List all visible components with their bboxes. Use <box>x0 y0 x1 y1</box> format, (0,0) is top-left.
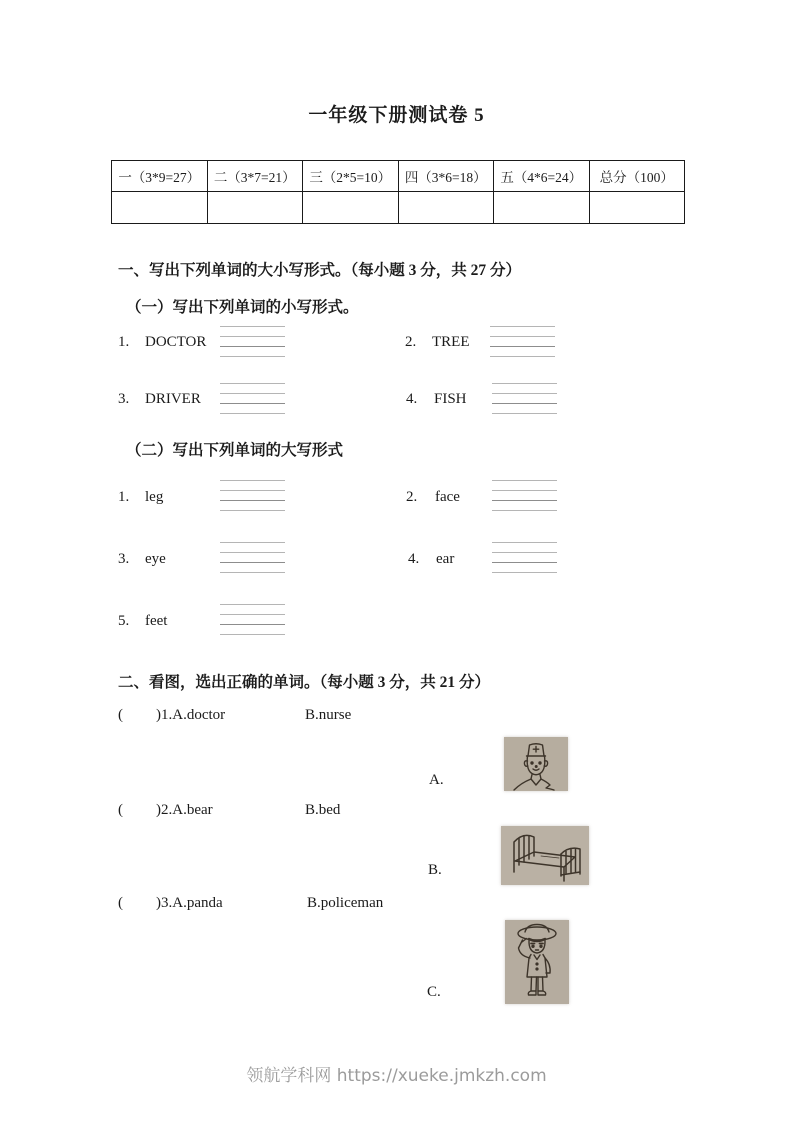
answer-paren-open: ( <box>118 895 123 911</box>
item-number: 2. <box>406 489 418 505</box>
score-value-cell-1 <box>112 192 208 224</box>
score-value-cell-3 <box>303 192 399 224</box>
item-word: eye <box>145 551 166 567</box>
answer-paren-open: ( <box>118 707 123 723</box>
part-a-heading: （一）写出下列单词的小写形式。 <box>126 299 359 316</box>
section-one-heading: 一、写出下列单词的大小写形式。（每小题 3 分，共 27 分） <box>118 262 522 279</box>
nurse-illustration <box>504 737 568 791</box>
site-footer: 领航学科网 https://xueke.jmkzh.com <box>246 1066 547 1086</box>
writing-lines <box>220 326 285 357</box>
choice-a-label: )2.A.bear <box>156 802 213 818</box>
item-number: 2. <box>405 334 417 350</box>
policeman-picture <box>505 920 569 1004</box>
item-number: 1. <box>118 334 130 350</box>
item-word: DRIVER <box>145 391 201 407</box>
item-number: 3. <box>118 391 130 407</box>
score-value-cell-2 <box>207 192 303 224</box>
item-word: DOCTOR <box>145 334 207 350</box>
score-table-header-row <box>112 161 685 192</box>
writing-lines <box>220 480 285 511</box>
score-value-cell-5 <box>494 192 590 224</box>
score-value-cell-4 <box>398 192 494 224</box>
item-number: 4. <box>408 551 420 567</box>
score-header-cell-2: 二（3*7=21） <box>207 161 303 192</box>
choice-a-label: )3.A.panda <box>156 895 223 911</box>
part-b-heading: （二）写出下列单词的大写形式 <box>126 442 344 459</box>
score-value-cell-total <box>589 192 685 224</box>
item-word: feet <box>145 613 168 629</box>
writing-lines <box>220 383 285 414</box>
choice-a-label: )1.A.doctor <box>156 707 226 723</box>
writing-lines <box>492 383 557 414</box>
item-number: 1. <box>118 489 130 505</box>
item-number: 3. <box>118 551 130 567</box>
choice-b-label: B.nurse <box>305 707 352 723</box>
picture-label-b: B. <box>428 862 442 878</box>
score-header-cell-total: 总分（100） <box>589 161 685 192</box>
item-word: FISH <box>434 391 467 407</box>
writing-lines <box>492 542 557 573</box>
page-title: 一年级下册测试卷 5 <box>308 105 485 126</box>
answer-paren-open: ( <box>118 802 123 818</box>
choice-b-label: B.policeman <box>307 895 384 911</box>
item-word: face <box>435 489 460 505</box>
bed-picture <box>501 826 589 885</box>
writing-lines <box>220 542 285 573</box>
item-number: 5. <box>118 613 130 629</box>
score-table-value-row <box>112 192 685 224</box>
score-header-cell-4: 四（3*6=18） <box>398 161 494 192</box>
score-header-cell-5: 五（4*6=24） <box>494 161 590 192</box>
item-number: 4. <box>406 391 418 407</box>
score-table <box>111 160 685 224</box>
score-header-cell-1: 一（3*9=27） <box>112 161 208 192</box>
item-word: leg <box>145 489 164 505</box>
writing-lines <box>490 326 555 357</box>
score-header-cell-3: 三（2*5=10） <box>303 161 399 192</box>
policeman-illustration <box>505 920 569 1004</box>
bed-illustration <box>501 826 589 885</box>
picture-label-c: C. <box>427 984 441 1000</box>
picture-label-a: A. <box>429 772 444 788</box>
item-word: ear <box>436 551 455 567</box>
writing-lines <box>492 480 557 511</box>
item-word: TREE <box>432 334 470 350</box>
nurse-picture <box>504 737 568 791</box>
section-two-heading: 二、看图，选出正确的单词。（每小题 3 分，共 21 分） <box>118 674 491 691</box>
choice-b-label: B.bed <box>305 802 341 818</box>
writing-lines <box>220 604 285 635</box>
